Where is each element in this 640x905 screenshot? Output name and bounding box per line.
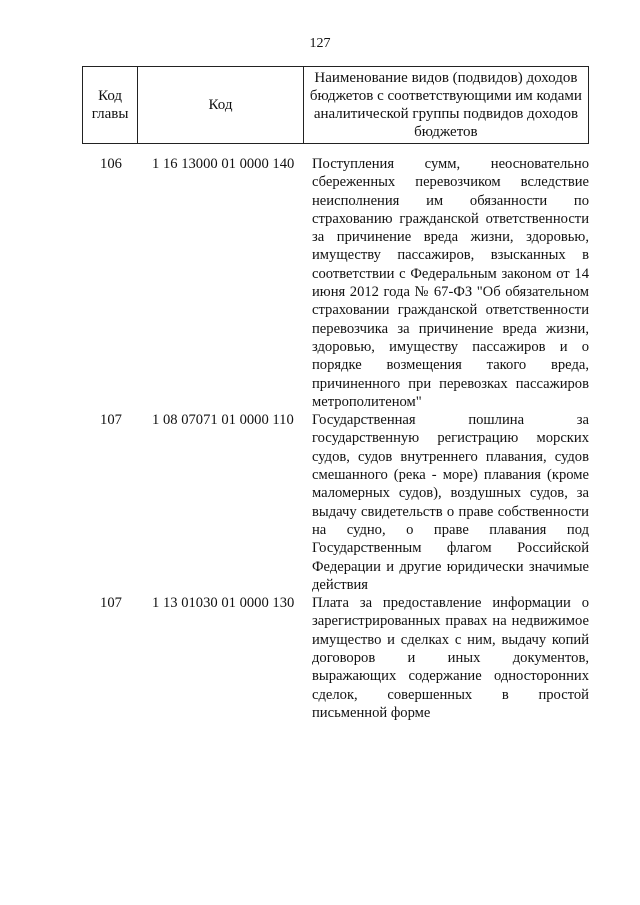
page-number: 127 bbox=[309, 36, 331, 51]
header-code: Код bbox=[138, 67, 304, 144]
row-name: Плата за предоставление информации о зарегистрированных правах на недвижимое имущество и сделках с ним, выдачу копий договоров и иных документов, выражающих содержание односторонних сделок, совершенных в простой письменной форме bbox=[312, 595, 589, 721]
row-code: 1 08 07071 01 0000 110 bbox=[152, 412, 294, 429]
row-name: Поступления сумм, неосновательно сбереженных перевозчиком вследствие неисполнения им обязанности по страхованию гражданской ответственности за причинение вреда жизни, здоровью, имуществу пассажиров, взысканных в соответствии с Федеральным законом от 14 июня 2012 года № 67-ФЗ "Об обязательном страховании гражданской ответственности перевозчика за причинение вреда жизни, здоровью, имуществу пассажиров и о порядке возмещения такого вреда, причиненного при перевозках пассажиров метрополитеном" bbox=[312, 156, 589, 410]
row-code: 1 16 13000 01 0000 140 bbox=[152, 156, 295, 172]
header-chapter-code: Код главы bbox=[83, 67, 138, 144]
row-chapter: 106 bbox=[100, 156, 122, 172]
header-name: Наименование видов (подвидов) доходов бюджетов с соответствующими им кодами аналитической группы подвидов доходов бюджетов bbox=[303, 67, 588, 144]
row-name: Государственная пошлина за государственную регистрацию морских судов, судов внутреннего плавания, судов смешанного (река - море) плавания (кроме маломерных судов), воздушных судов, за выдачу свидетельств о праве собственности на судно, о праве плавания под Государственным флагом Российской Федерации и другие юридически значимые действия bbox=[312, 412, 589, 593]
row-code: 1 13 01030 01 0000 130 bbox=[152, 595, 295, 612]
table-row bbox=[82, 594, 589, 722]
table-header bbox=[82, 66, 589, 144]
table-row bbox=[82, 411, 589, 594]
revenue-table bbox=[82, 155, 589, 722]
table-row bbox=[82, 155, 589, 411]
row-chapter: 107 bbox=[100, 595, 122, 612]
row-chapter: 107 bbox=[100, 412, 122, 429]
